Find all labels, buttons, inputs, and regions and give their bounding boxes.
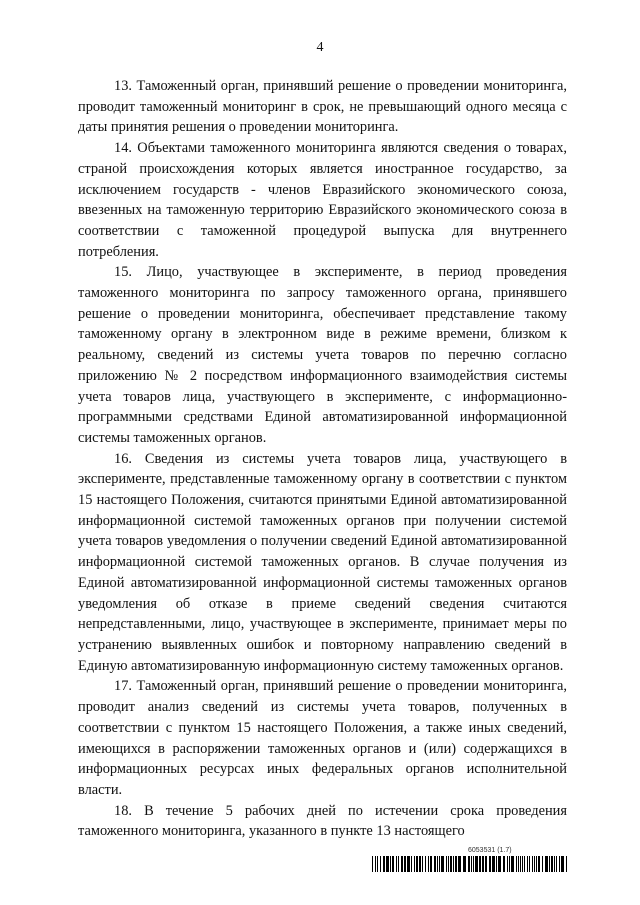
paragraph-18: 18. В течение 5 рабочих дней по истечении срока проведения таможенного мониторинга, указанного в пункте 13 настоящего — [78, 802, 567, 840]
barcode — [372, 856, 568, 872]
page-number: 4 — [316, 40, 324, 55]
paragraph-15: 15. Лицо, участвующее в эксперименте, в период проведения таможенного мониторинга по запросу таможенного органа, принявшего решение о проведении мониторинга, обеспечивает представление такому таможенному органу в электронном виде в режиме времени, близком к реальному, сведений из системы учета товаров по перечню согласно приложению № 2 посредством информационного взаимодействия системы учета товаров лица, участвующего в эксперименте, с информационно-программными средствами Единой автоматизированной информационной системы таможенных органов. — [78, 264, 567, 446]
paragraph-16: 16. Сведения из системы учета товаров лица, участвующего в эксперименте, представленные таможенному органу в соответствии с пунктом 15 настоящего Положения, считаются принятыми Единой автоматизированной информационной системой таможенных органов при получении системой учета товаров уведомления о получении сведений Единой автоматизированной информационной системой таможенных органов. В случае получения из Единой автоматизированной информационной системы таможенных органов уведомления об отказе в приеме сведений сведения считаются непредставленными, лицо, участвующее в эксперименте, принимает меры по устранению выявленных ошибок и повторному направлению сведений в Единую автоматизированную информационную систему таможенных органов. — [78, 450, 567, 674]
footer-document-code: 6053531 (1.7) — [468, 847, 512, 854]
paragraph-13: 13. Таможенный орган, принявший решение о проведении мониторинга, проводит таможенный мониторинг в срок, не превышающий одного месяца с даты принятия решения о проведении мониторинга. — [78, 78, 567, 136]
document-body — [78, 76, 567, 842]
paragraph-14: 14. Объектами таможенного мониторинга являются сведения о товарах, страной происхождения которых является иностранное государство, за исключением государств - членов Евразийского экономического союза, ввезенных на таможенную территорию Евразийского экономического союза в соответствии с таможенной процедурой выпуска для внутреннего потребления. — [78, 140, 567, 260]
paragraph-17: 17. Таможенный орган, принявший решение о проведении мониторинга, проводит анализ сведений из системы учета товаров, полученных в соответствии с пунктом 15 настоящего Положения, а также иных сведений, имеющихся в распоряжении таможенных органов и (или) содержащихся в информационных ресурсах иных федеральных органов исполнительной власти. — [78, 678, 567, 798]
